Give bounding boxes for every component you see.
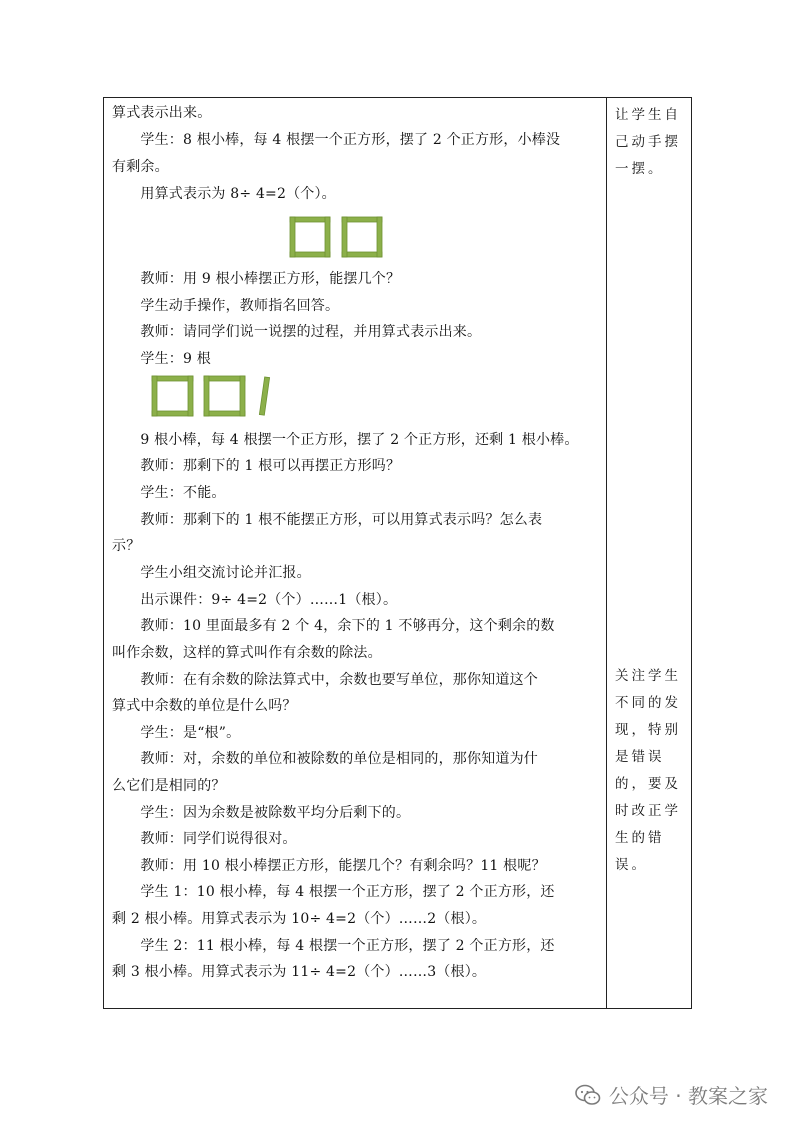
text-line: 教师：那剩下的 1 根不能摆正方形，可以用算式表示吗？怎么表 — [112, 512, 543, 528]
text-line: 么它们是相同的？ — [112, 778, 226, 794]
text-line: 教师：那剩下的 1 根可以再摆正方形吗？ — [112, 458, 401, 474]
two-squares-sticks-figure — [288, 215, 388, 259]
text-line: 算式中余数的单位是什么吗？ — [112, 698, 297, 714]
text-line: 教师：同学们说得很对。 — [112, 831, 297, 847]
text-line: 教师：10 里面最多有 2 个 4，余下的 1 不够再分，这个剩余的数 — [112, 618, 555, 634]
text-line: 示？ — [112, 538, 141, 554]
stick-square — [152, 376, 193, 416]
stick-square — [204, 376, 245, 416]
text-line: 学生：不能。 — [112, 485, 226, 501]
note-line: 生的错 — [615, 830, 665, 846]
text-line: 学生：9 根 — [112, 351, 211, 367]
text-line: 教师：用 10 根小棒摆正方形，能摆几个？有剩余吗？11 根呢？ — [112, 858, 546, 874]
note-line: 让学生自 — [615, 107, 681, 123]
text-line: 叫作余数，这样的算式叫作有余数的除法。 — [112, 645, 382, 661]
note-line: 关注学生 — [615, 668, 681, 684]
wechat-icon — [575, 1084, 601, 1106]
note-line: 不同的发 — [615, 695, 681, 711]
column-divider — [606, 98, 607, 1008]
note-line: 现，特别 — [615, 722, 681, 738]
text-line: 学生：8 根小棒，每 4 根摆一个正方形，摆了 2 个正方形，小棒没 — [112, 132, 561, 148]
text-line: 9 根小棒，每 4 根摆一个正方形，摆了 2 个正方形，还剩 1 根小棒。 — [112, 432, 579, 448]
text-line: 用算式表示为 8÷ 4=2（个）。 — [112, 186, 336, 202]
text-line: 学生 1：10 根小棒，每 4 根摆一个正方形，摆了 2 个正方形，还 — [112, 884, 555, 900]
text-line: 剩 2 根小棒。用算式表示为 10÷ 4=2（个）……2（根）。 — [112, 911, 487, 927]
text-line: 学生小组交流讨论并汇报。 — [112, 565, 311, 581]
note-line: 误。 — [615, 857, 648, 873]
text-line: 学生 2：11 根小棒，每 4 根摆一个正方形，摆了 2 个正方形，还 — [112, 938, 555, 954]
note-line: 时改正学 — [615, 803, 681, 819]
text-line: 有剩余。 — [112, 159, 169, 175]
text-line: 教师：对，余数的单位和被除数的单位是相同的，那你知道为什 — [112, 751, 538, 767]
text-line: 出示课件：9÷ 4=2（个）……1（根）。 — [112, 592, 398, 608]
text-line: 教师：请同学们说一说摆的过程，并用算式表示出来。 — [112, 324, 482, 340]
note-line: 己动手摆 — [615, 134, 681, 150]
single-stick — [259, 377, 269, 415]
lesson-plan-table — [103, 97, 692, 1009]
note-line: 是错误 — [615, 749, 665, 765]
text-line: 学生动手操作，教师指名回答。 — [112, 298, 340, 314]
note-line: 一摆。 — [615, 161, 665, 177]
two-squares-one-stick-figure — [150, 373, 280, 419]
stick-square — [290, 217, 330, 257]
watermark-text: 公众号 · 教案之家 — [608, 1084, 768, 1108]
text-line: 教师：在有余数的除法算式中，余数也要写单位，那你知道这个 — [112, 672, 538, 688]
text-line: 学生：是“根”。 — [112, 725, 241, 741]
text-line: 教师：用 9 根小棒摆正方形，能摆几个？ — [112, 271, 401, 287]
watermark-footer — [575, 1080, 768, 1109]
text-line: 学生：因为余数是被除数平均分后剩下的。 — [112, 805, 411, 821]
text-line: 剩 3 根小棒。用算式表示为 11÷ 4=2（个）……3（根）。 — [112, 964, 487, 980]
stick-square — [342, 217, 382, 257]
text-line: 算式表示出来。 — [112, 105, 212, 121]
note-line: 的，要及 — [615, 776, 681, 792]
